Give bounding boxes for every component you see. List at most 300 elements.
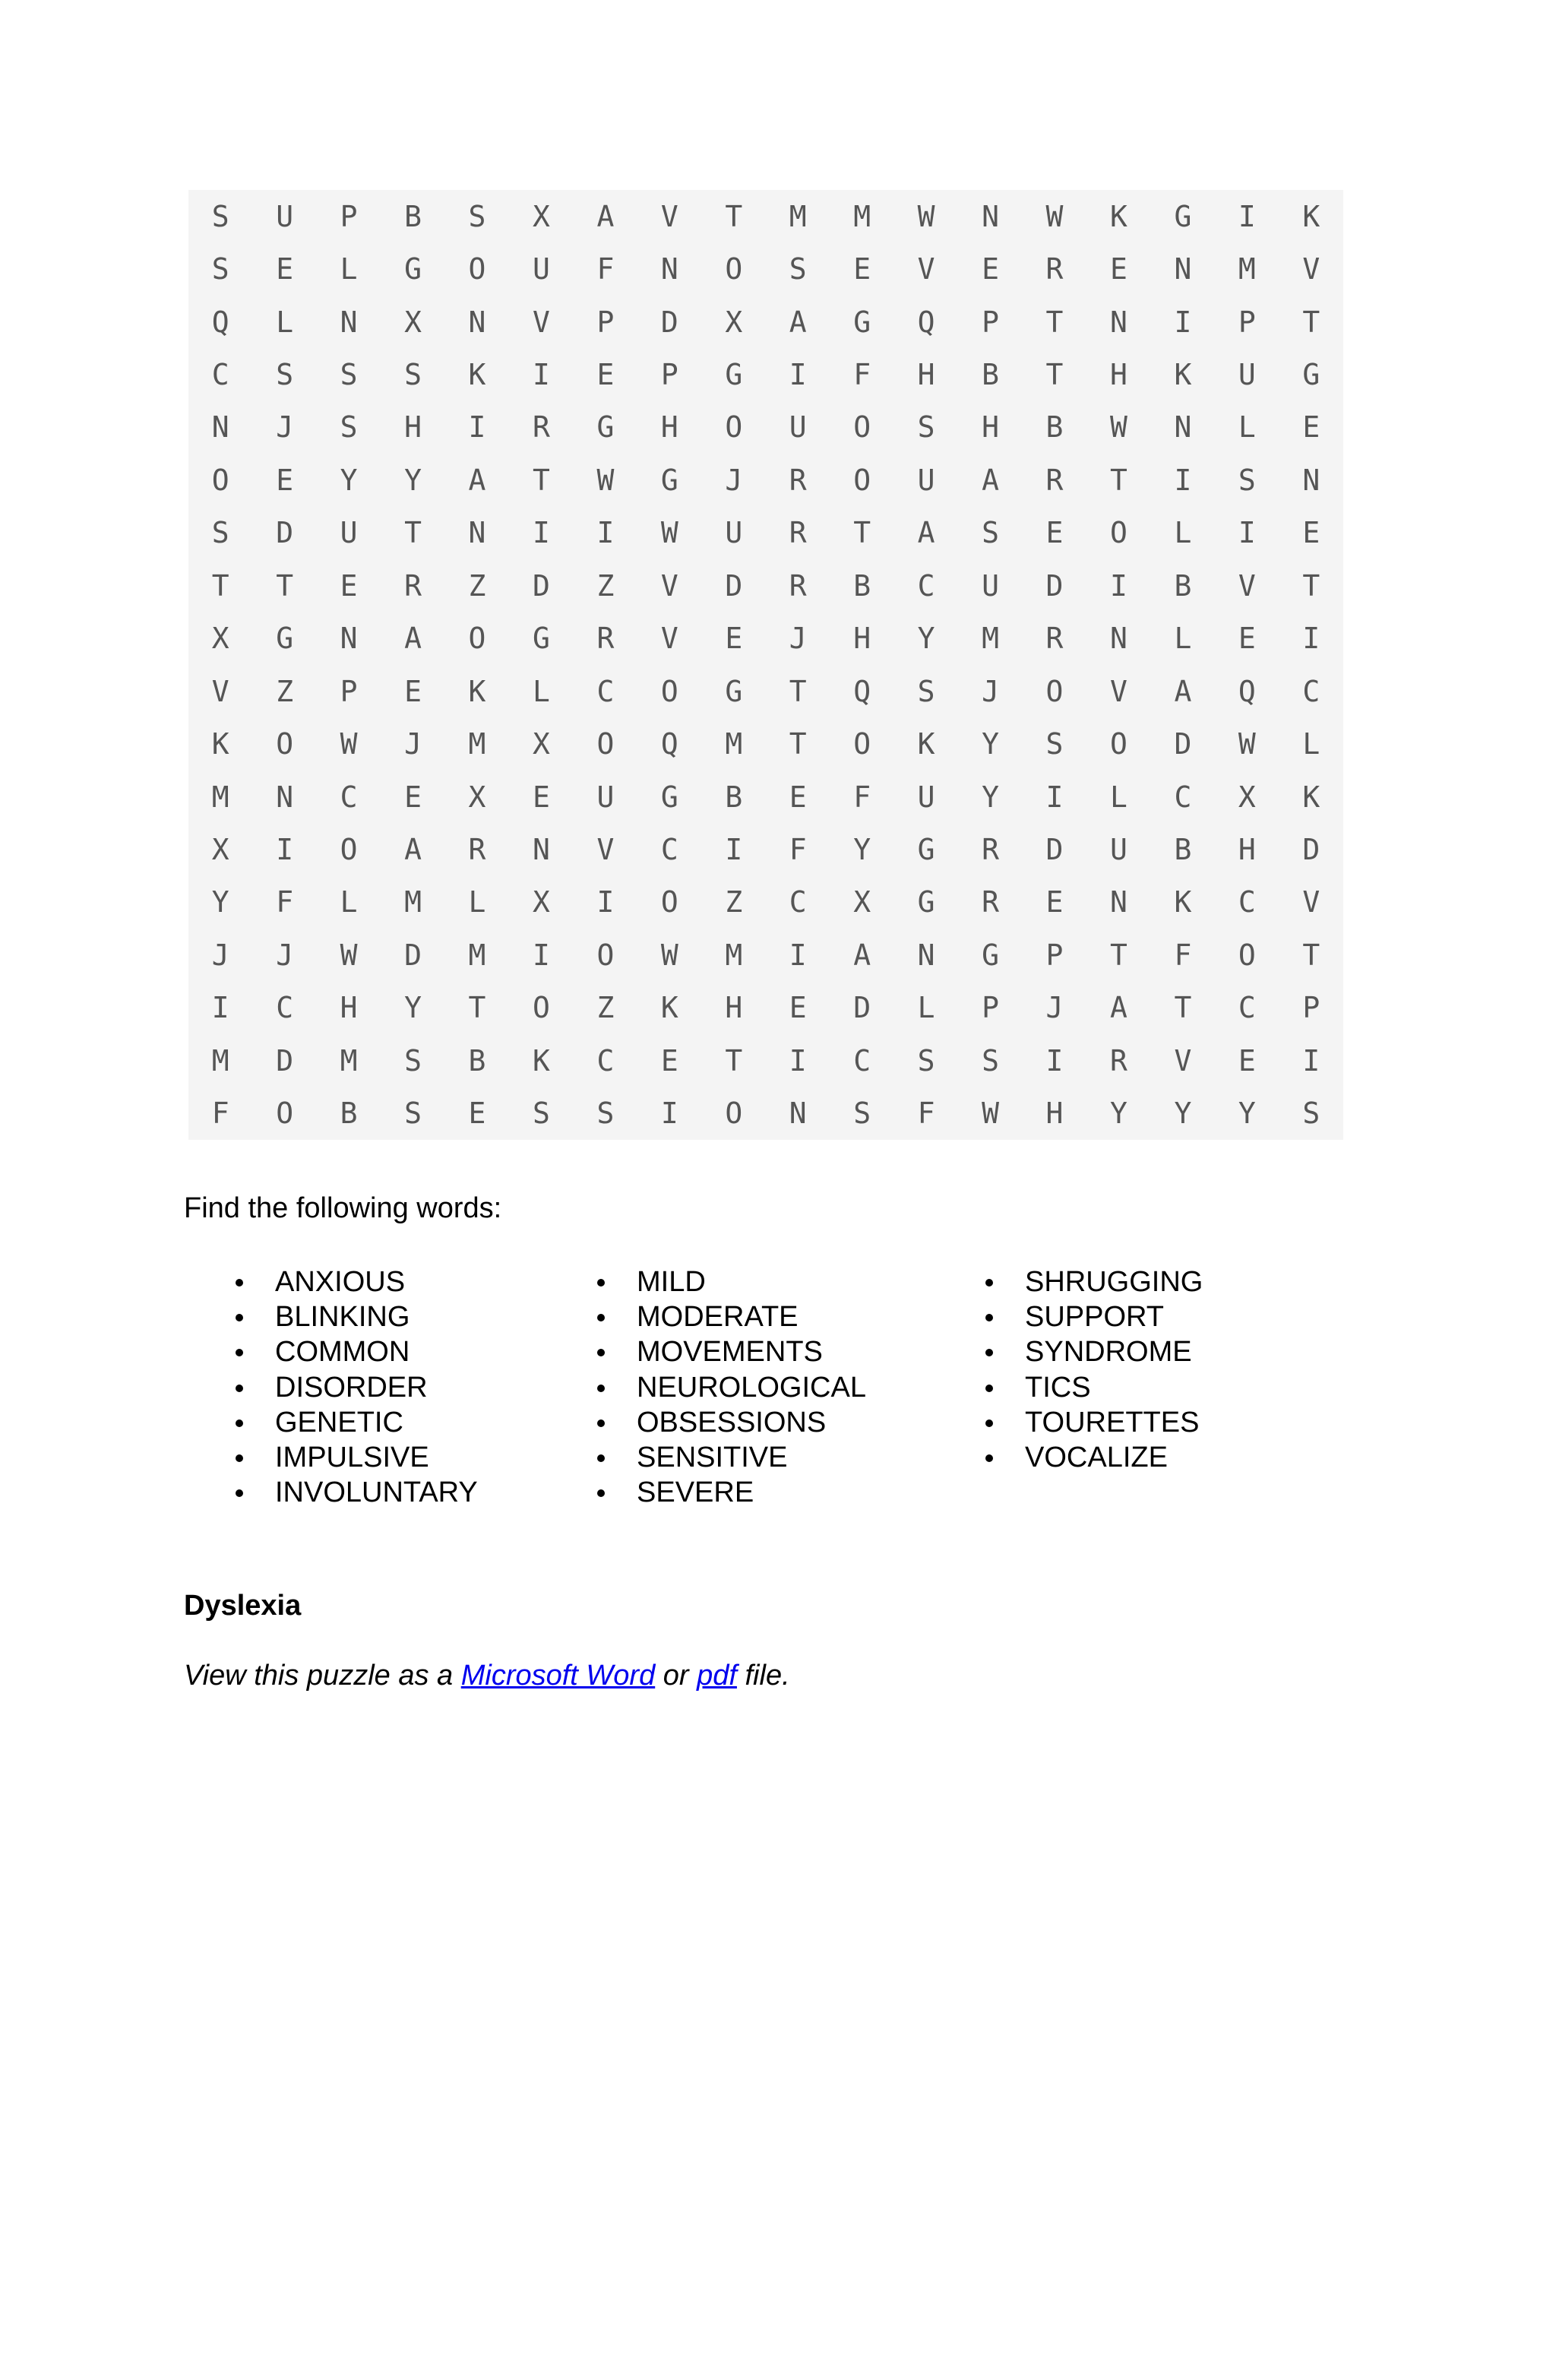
grid-letter: K <box>211 727 229 761</box>
grid-letter: B <box>404 199 422 233</box>
grid-letter: L <box>1238 410 1256 445</box>
grid-letter: Z <box>596 991 615 1025</box>
grid-letter: Y <box>853 833 871 867</box>
grid-letter: C <box>1238 991 1256 1025</box>
grid-letter: S <box>1045 727 1064 761</box>
grid-letter: I <box>789 358 807 392</box>
grid-letter: M <box>468 938 486 972</box>
instructions-text: Find the following words: <box>184 1192 502 1224</box>
grid-letter: I <box>789 938 807 972</box>
grid-letter: S <box>211 252 229 286</box>
grid-letter: I <box>1174 305 1192 339</box>
grid-letter: C <box>789 885 807 919</box>
grid-letter: O <box>532 991 550 1025</box>
grid-letter: S <box>276 358 294 392</box>
grid-letter: N <box>211 410 229 445</box>
grid-letter: F <box>211 1097 229 1131</box>
grid-letter: L <box>532 674 550 708</box>
grid-letter: U <box>1109 833 1127 867</box>
grid-letter: C <box>211 358 229 392</box>
grid-letter: R <box>596 622 615 656</box>
grid-letter: Y <box>404 991 422 1025</box>
grid-letter: F <box>917 1097 935 1131</box>
grid-letter: P <box>340 199 358 233</box>
grid-letter: O <box>725 410 743 445</box>
grid-letter: W <box>340 938 358 972</box>
grid-letter: U <box>725 516 743 550</box>
grid-letter: A <box>1174 674 1192 708</box>
grid-letter: R <box>1045 622 1064 656</box>
grid-letter: G <box>1302 358 1320 392</box>
grid-letter: D <box>725 568 743 603</box>
grid-letter: C <box>276 991 294 1025</box>
grid-letter: F <box>1174 938 1192 972</box>
grid-letter: I <box>532 516 550 550</box>
word-list-item: MOVEMENTS <box>637 1334 866 1369</box>
grid-letter: N <box>660 252 678 286</box>
grid-letter: I <box>1238 199 1256 233</box>
grid-letter: G <box>917 833 935 867</box>
grid-letter: K <box>1302 780 1320 814</box>
grid-letter: L <box>917 991 935 1025</box>
grid-letter: V <box>532 305 550 339</box>
grid-letter: Q <box>1238 674 1256 708</box>
grid-letter: R <box>789 516 807 550</box>
grid-letter: M <box>404 885 422 919</box>
grid-letter: U <box>276 199 294 233</box>
grid-letter: L <box>276 305 294 339</box>
grid-letter: E <box>1238 1043 1256 1078</box>
grid-letter: N <box>982 199 999 233</box>
grid-letter: V <box>1174 1043 1192 1078</box>
grid-letter: D <box>404 938 422 972</box>
grid-letter: I <box>596 516 615 550</box>
grid-letter: R <box>982 833 999 867</box>
grid-letter: W <box>917 199 935 233</box>
grid-letter: E <box>982 252 999 286</box>
grid-letter: G <box>982 938 999 972</box>
pdf-link[interactable]: pdf <box>697 1660 737 1692</box>
grid-letter: A <box>789 305 807 339</box>
grid-letter: W <box>660 938 678 972</box>
word-list-column-2 <box>637 1264 866 1510</box>
word-list-item: INVOLUNTARY <box>275 1475 478 1510</box>
grid-letter: A <box>1109 991 1127 1025</box>
grid-letter: E <box>725 622 743 656</box>
grid-letter: D <box>276 1043 294 1078</box>
grid-letter: M <box>789 199 807 233</box>
word-list-item: DISORDER <box>275 1370 478 1405</box>
grid-letter: X <box>853 885 871 919</box>
word-list-item: TOURETTES <box>1025 1405 1203 1440</box>
grid-letter: X <box>532 727 550 761</box>
grid-letter: C <box>596 1043 615 1078</box>
grid-letter: Y <box>404 463 422 497</box>
grid-letter: B <box>1174 833 1192 867</box>
grid-letter: C <box>340 780 358 814</box>
grid-letter: O <box>276 1097 294 1131</box>
grid-letter: Y <box>982 780 999 814</box>
grid-letter: Y <box>1238 1097 1256 1131</box>
grid-letter: H <box>1238 833 1256 867</box>
grid-letter: H <box>1045 1097 1064 1131</box>
grid-letter: N <box>1109 622 1127 656</box>
grid-letter: Q <box>917 305 935 339</box>
grid-letter: U <box>917 780 935 814</box>
grid-letter: F <box>596 252 615 286</box>
grid-letter: O <box>660 885 678 919</box>
grid-letter: E <box>789 991 807 1025</box>
grid-letter: P <box>982 991 999 1025</box>
grid-letter: I <box>1174 463 1192 497</box>
grid-letter: Y <box>1109 1097 1127 1131</box>
grid-letter: L <box>468 885 486 919</box>
word-list-item: SEVERE <box>637 1475 866 1510</box>
view-line-middle: or <box>655 1660 697 1692</box>
grid-letter: J <box>789 622 807 656</box>
grid-letter: G <box>660 463 678 497</box>
grid-letter: S <box>853 1097 871 1131</box>
grid-letter: S <box>982 516 999 550</box>
word-list-item: SHRUGGING <box>1025 1264 1203 1299</box>
grid-letter: M <box>725 727 743 761</box>
grid-letter: N <box>1174 410 1192 445</box>
grid-letter: X <box>404 305 422 339</box>
grid-letter: A <box>404 833 422 867</box>
grid-letter: Y <box>1174 1097 1192 1131</box>
grid-letter: N <box>340 622 358 656</box>
grid-letter: X <box>211 833 229 867</box>
grid-letter: A <box>596 199 615 233</box>
grid-letter: G <box>532 622 550 656</box>
grid-letter: W <box>1238 727 1256 761</box>
grid-letter: Y <box>982 727 999 761</box>
grid-letter: W <box>1045 199 1064 233</box>
grid-letter: O <box>211 463 229 497</box>
grid-letter: P <box>596 305 615 339</box>
word-list-column-1 <box>275 1264 478 1510</box>
grid-letter: P <box>982 305 999 339</box>
grid-letter: R <box>982 885 999 919</box>
grid-letter: E <box>1302 410 1320 445</box>
grid-letter: R <box>789 463 807 497</box>
grid-letter: Y <box>211 885 229 919</box>
grid-letter: T <box>468 991 486 1025</box>
word-list-item: SENSITIVE <box>637 1440 866 1475</box>
grid-letter: T <box>1045 358 1064 392</box>
grid-letter: S <box>340 410 358 445</box>
word-list-item: BLINKING <box>275 1299 478 1334</box>
grid-letter: T <box>532 463 550 497</box>
grid-letter: K <box>1302 199 1320 233</box>
grid-letter: H <box>982 410 999 445</box>
word-list-item: TICS <box>1025 1370 1203 1405</box>
grid-letter: E <box>1238 622 1256 656</box>
grid-letter: F <box>789 833 807 867</box>
grid-letter: B <box>725 780 743 814</box>
grid-letter: M <box>1238 252 1256 286</box>
grid-letter: E <box>532 780 550 814</box>
grid-letter: I <box>1109 568 1127 603</box>
grid-letter: D <box>532 568 550 603</box>
grid-letter: J <box>211 938 229 972</box>
grid-letter: N <box>1302 463 1320 497</box>
word-list-item: MODERATE <box>637 1299 866 1334</box>
grid-letter: K <box>468 674 486 708</box>
grid-letter: O <box>276 727 294 761</box>
grid-letter: V <box>1302 252 1320 286</box>
grid-letter: Z <box>276 674 294 708</box>
grid-letter: N <box>1109 305 1127 339</box>
grid-letter: L <box>1302 727 1320 761</box>
grid-letter: M <box>982 622 999 656</box>
grid-letter: M <box>211 780 229 814</box>
grid-letter: N <box>340 305 358 339</box>
grid-letter: A <box>982 463 999 497</box>
grid-letter: T <box>1109 938 1127 972</box>
grid-letter: B <box>982 358 999 392</box>
grid-letter: X <box>725 305 743 339</box>
grid-letter: P <box>1045 938 1064 972</box>
grid-letter: T <box>853 516 871 550</box>
grid-letter: M <box>468 727 486 761</box>
grid-letter: E <box>276 252 294 286</box>
grid-letter: G <box>1174 199 1192 233</box>
grid-letter: I <box>276 833 294 867</box>
grid-letter: Z <box>468 568 486 603</box>
grid-letter: G <box>725 674 743 708</box>
grid-letter: S <box>404 1097 422 1131</box>
grid-letter: Y <box>917 622 935 656</box>
grid-letter: U <box>340 516 358 550</box>
grid-letter: K <box>532 1043 550 1078</box>
grid-letter: V <box>660 568 678 603</box>
view-puzzle-line <box>184 1657 790 1695</box>
grid-letter: I <box>725 833 743 867</box>
grid-letter: H <box>340 991 358 1025</box>
grid-letter: H <box>1109 358 1127 392</box>
grid-letter: E <box>1045 516 1064 550</box>
grid-letter: I <box>532 358 550 392</box>
grid-letter: L <box>340 885 358 919</box>
word-list-item: SYNDROME <box>1025 1334 1203 1369</box>
grid-letter: J <box>982 674 999 708</box>
grid-letter: W <box>340 727 358 761</box>
grid-letter: O <box>1109 727 1127 761</box>
grid-letter: X <box>1238 780 1256 814</box>
grid-letter: N <box>789 1097 807 1131</box>
grid-letter: K <box>1174 885 1192 919</box>
grid-letter: J <box>276 410 294 445</box>
grid-letter: G <box>276 622 294 656</box>
grid-letter: B <box>1045 410 1064 445</box>
grid-letter: S <box>982 1043 999 1078</box>
grid-letter: E <box>1045 885 1064 919</box>
microsoft-word-link[interactable]: Microsoft Word <box>460 1660 656 1692</box>
grid-letter: U <box>1238 358 1256 392</box>
grid-letter: C <box>1174 780 1192 814</box>
grid-letter: W <box>1109 410 1127 445</box>
grid-letter: O <box>596 938 615 972</box>
grid-letter: O <box>725 1097 743 1131</box>
grid-letter: Y <box>340 463 358 497</box>
grid-letter: T <box>789 727 807 761</box>
grid-letter: C <box>1238 885 1256 919</box>
grid-letter: N <box>532 833 550 867</box>
grid-letter: G <box>917 885 935 919</box>
grid-letter: M <box>340 1043 358 1078</box>
grid-letter: K <box>1174 358 1192 392</box>
grid-letter: O <box>1109 516 1127 550</box>
grid-letter: G <box>725 358 743 392</box>
grid-letter: T <box>1174 991 1192 1025</box>
grid-letter: R <box>1109 1043 1127 1078</box>
grid-letter: K <box>917 727 935 761</box>
word-list-item: NEUROLOGICAL <box>637 1370 866 1405</box>
grid-letter: S <box>917 1043 935 1078</box>
grid-letter: G <box>660 780 678 814</box>
grid-letter: E <box>853 252 871 286</box>
grid-letter: S <box>404 358 422 392</box>
grid-letter: T <box>1109 463 1127 497</box>
grid-letter: O <box>660 674 678 708</box>
grid-letter: V <box>660 622 678 656</box>
grid-letter: U <box>596 780 615 814</box>
grid-letter: P <box>1302 991 1320 1025</box>
grid-letter: I <box>1238 516 1256 550</box>
grid-letter: C <box>596 674 615 708</box>
grid-letter: E <box>660 1043 678 1078</box>
word-search-grid <box>188 190 1343 1140</box>
grid-letter: H <box>853 622 871 656</box>
grid-letter: K <box>1109 199 1127 233</box>
grid-letter: S <box>404 1043 422 1078</box>
grid-letter: B <box>340 1097 358 1131</box>
grid-letter: C <box>660 833 678 867</box>
grid-letter: Z <box>725 885 743 919</box>
grid-letter: P <box>340 674 358 708</box>
grid-letter: O <box>468 252 486 286</box>
grid-letter: N <box>468 516 486 550</box>
grid-letter: I <box>1302 1043 1320 1078</box>
grid-letter: O <box>596 727 615 761</box>
grid-letter: I <box>1045 780 1064 814</box>
grid-letter: I <box>660 1097 678 1131</box>
grid-letter: D <box>1045 568 1064 603</box>
grid-letter: B <box>468 1043 486 1078</box>
grid-letter: V <box>917 252 935 286</box>
grid-letter: E <box>789 780 807 814</box>
grid-letter: D <box>1174 727 1192 761</box>
grid-letter: N <box>1174 252 1192 286</box>
grid-letter: F <box>853 358 871 392</box>
grid-letter: F <box>276 885 294 919</box>
grid-letter: L <box>340 252 358 286</box>
grid-letter: V <box>1109 674 1127 708</box>
grid-letter: I <box>596 885 615 919</box>
grid-letter: J <box>404 727 422 761</box>
grid-letter: H <box>404 410 422 445</box>
grid-letter: O <box>468 622 486 656</box>
grid-letter: H <box>660 410 678 445</box>
word-list-item: OBSESSIONS <box>637 1405 866 1440</box>
grid-letter: V <box>1238 568 1256 603</box>
grid-letter: S <box>789 252 807 286</box>
grid-letter: S <box>532 1097 550 1131</box>
grid-letter: U <box>532 252 550 286</box>
grid-letter: I <box>532 938 550 972</box>
grid-letter: X <box>468 780 486 814</box>
grid-letter: U <box>982 568 999 603</box>
grid-letter: M <box>211 1043 229 1078</box>
grid-letter: C <box>917 568 935 603</box>
grid-letter: Q <box>211 305 229 339</box>
grid-letter: I <box>1302 622 1320 656</box>
grid-letter: J <box>725 463 743 497</box>
grid-letter: T <box>1045 305 1064 339</box>
grid-letter: E <box>468 1097 486 1131</box>
grid-letter: C <box>1302 674 1320 708</box>
grid-letter: T <box>725 199 743 233</box>
grid-letter: H <box>725 991 743 1025</box>
grid-letter: W <box>596 463 615 497</box>
grid-letter: S <box>340 358 358 392</box>
grid-letter: X <box>211 622 229 656</box>
grid-letter: R <box>1045 463 1064 497</box>
grid-letter: T <box>1302 305 1320 339</box>
grid-letter: T <box>725 1043 743 1078</box>
word-list-item: ANXIOUS <box>275 1264 478 1299</box>
grid-letter: G <box>853 305 871 339</box>
grid-letter: N <box>1109 885 1127 919</box>
grid-letter: I <box>1045 1043 1064 1078</box>
grid-letter: E <box>596 358 615 392</box>
grid-letter: P <box>660 358 678 392</box>
grid-letter: N <box>917 938 935 972</box>
grid-letter: O <box>853 410 871 445</box>
grid-letter: R <box>532 410 550 445</box>
grid-letter: E <box>404 674 422 708</box>
grid-letter: R <box>468 833 486 867</box>
view-line-suffix: file. <box>736 1660 790 1692</box>
grid-letter: B <box>853 568 871 603</box>
grid-letter: S <box>211 516 229 550</box>
grid-letter: T <box>1302 568 1320 603</box>
grid-letter: O <box>853 463 871 497</box>
grid-letter: P <box>1238 305 1256 339</box>
grid-letter: R <box>789 568 807 603</box>
grid-letter: T <box>276 568 294 603</box>
grid-letter: E <box>276 463 294 497</box>
grid-letter: D <box>276 516 294 550</box>
grid-letter: E <box>1302 516 1320 550</box>
grid-letter: I <box>789 1043 807 1078</box>
grid-letter: V <box>660 199 678 233</box>
grid-letter: D <box>853 991 871 1025</box>
grid-letter: A <box>404 622 422 656</box>
grid-letter: Z <box>596 568 615 603</box>
grid-letter: H <box>917 358 935 392</box>
grid-letter: D <box>660 305 678 339</box>
grid-letter: S <box>596 1097 615 1131</box>
grid-letter: V <box>1302 885 1320 919</box>
grid-letter: W <box>982 1097 999 1131</box>
grid-letter: D <box>1302 833 1320 867</box>
grid-letter: U <box>789 410 807 445</box>
word-list-item: COMMON <box>275 1334 478 1369</box>
grid-letter: B <box>1174 568 1192 603</box>
grid-letter: E <box>340 568 358 603</box>
